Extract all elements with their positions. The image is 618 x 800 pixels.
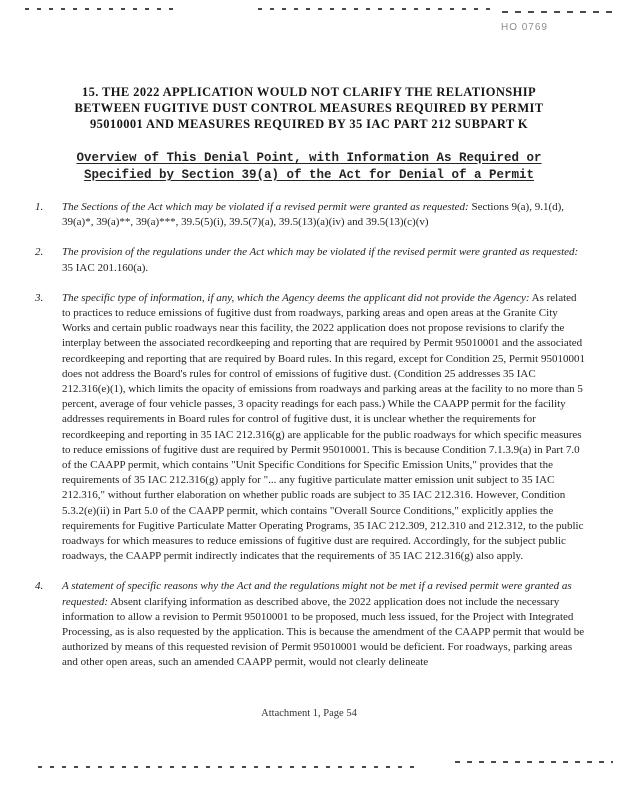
subheading-line-1: Overview of This Denial Point, with Information As Required or bbox=[76, 151, 542, 165]
item-number: 4. bbox=[35, 580, 44, 593]
scan-artifact-dotted-line bbox=[502, 11, 614, 13]
scan-artifact-dotted-line bbox=[25, 8, 175, 10]
item-body-text: 35 IAC 201.160(a). bbox=[62, 261, 149, 274]
overview-subheading bbox=[30, 150, 588, 184]
scan-artifact-dotted-line bbox=[38, 766, 416, 768]
item-body-text: Absent clarifying information as described above, the 2022 application does not include the necessary information to allow a revision to Permit 95010001 to be proposed, much less issued, for the Project with Integrated Processing, as is also requested by the application. This is because the amendment of the CAAPP permit that would be authorized by means of this requested revision of Permit 95010001 would be deficient. For roadways, parking areas and other open areas, such an amended CAAPP permit, would not clearly delineate bbox=[62, 595, 585, 669]
item-number: 1. bbox=[35, 201, 44, 213]
item-lead-text: The specific type of information, if any, which the Agency deems the applicant did not provide the Agency: bbox=[62, 291, 530, 304]
list-item bbox=[35, 245, 585, 275]
scan-artifact-dotted-line bbox=[455, 761, 613, 763]
item-lead-text: The Sections of the Act which may be violated if a revised permit were granted as requested: bbox=[62, 201, 469, 213]
document-stamp-id: HO 0769 bbox=[500, 22, 548, 33]
heading-line-1: 15. THE 2022 APPLICATION WOULD NOT CLARIFY THE RELATIONSHIP bbox=[81, 85, 537, 99]
list-item bbox=[35, 200, 585, 230]
heading-line-2: BETWEEN FUGITIVE DUST CONTROL MEASURES REQUIRED BY PERMIT bbox=[74, 101, 544, 115]
item-lead-text: A statement of specific reasons why the Act and the regulations might not be met if a revised permit were granted as requested: bbox=[62, 580, 572, 608]
item-body-text: As related to practices to reduce emissions of fugitive dust from roadways, parking areas and open areas at the Granite City Works and certain public roadways near this facility, the 2022 application does not propose revisions to clarify the interplay between the associated recordkeeping and reporting that are required by Permit 95010001 and the associated recordkeeping and reporting that are required by Board rules. In this regard, except for Condition 25, Permit 95010001 does not address the Board's rules for control of emissions of fugitive dust. (Condition 25 addresses 35 IAC 212.316(e)(1), which limits the opacity of emissions from roadways and parking areas at the facility to no more than 5 percent, average of four vehicle passes, 3 opacity readings for each pass.) While the CAAPP permit for the facility addresses requirements in Board rules for control of fugitive dust, it is unclear whether the requirements for recordkeeping and reporting in 35 IAC 212.316(g) are applicable for the public roadways for which specific measures to reduce emissions of fugitive dust are required by Permit 95010001. This is because Condition 7.1.3.9(a) in Part 7.0 of the CAAPP permit, which contains "Unit Specific Conditions for Specific Emission Units," provides that the requirements of 35 IAC 212.316(g) apply for "... any fugitive particulate matter emission unit subject to 35 IAC 212.316," without further elaboration on whether public roads are subject to 35 IAC 212.316. However, Condition 5.3.2(e)(ii) in Part 5.0 of the CAAPP permit, which contains "Overall Source Conditions," explicitly applies the requirements for Fugitive Particulate Matter Operating Programs, 35 IAC 212.309, 212.310 and 212.312, to the public roadways for which measures to reduce emissions of fugitive dust are required. Accordingly, for the subject public roadways, the CAAPP permit indirectly indicates that the requirements of 35 IAC 212.316(g) also apply. bbox=[62, 291, 585, 563]
list-item bbox=[35, 291, 585, 565]
subheading-line-2: Specified by Section 39(a) of the Act for Denial of a Permit bbox=[83, 168, 535, 182]
page-footer: Attachment 1, Page 54 bbox=[261, 708, 357, 719]
item-number: 2. bbox=[35, 246, 44, 259]
item-body-text: Sections 9(a), 9.1(d), 39(a)*, 39(a)**, 39(a)***, 39.5(5)(i), 39.5(7)(a), 39.5(13)(a)(iv) and 39.5(13)(c)(v) bbox=[62, 201, 565, 229]
item-lead-text: The provision of the regulations under the Act which may be violated if the revised permit were granted as requested: bbox=[62, 246, 579, 259]
scan-artifact-dotted-line bbox=[258, 8, 498, 10]
item-number: 3. bbox=[35, 291, 44, 304]
section-heading bbox=[48, 84, 570, 132]
list-item bbox=[35, 579, 585, 670]
numbered-list bbox=[35, 200, 585, 671]
heading-line-3: 95010001 AND MEASURES REQUIRED BY 35 IAC PART 212 SUBPART K bbox=[89, 117, 529, 131]
